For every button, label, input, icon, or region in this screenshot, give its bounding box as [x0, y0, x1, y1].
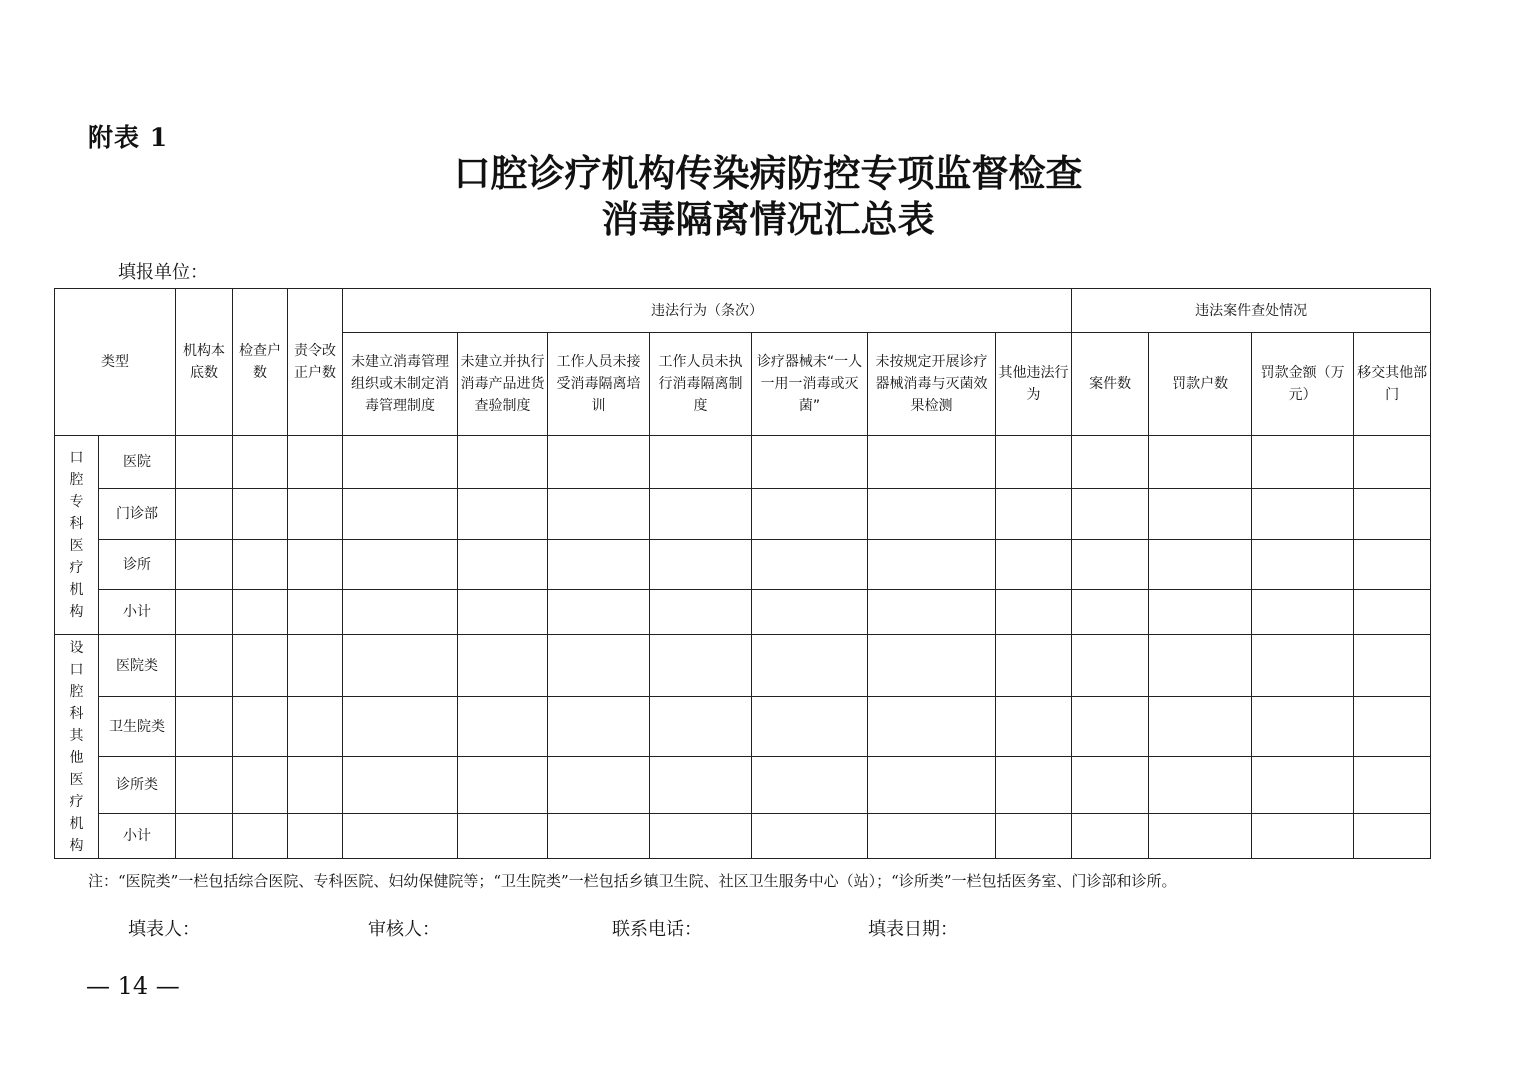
- row-label: 医院: [99, 436, 176, 489]
- row-label: 小计: [99, 590, 176, 635]
- header-case-col: 罚款金额（万元）: [1252, 333, 1354, 436]
- header-violations: 违法行为（条次）: [343, 289, 1072, 333]
- page-number: — 14 —: [86, 972, 180, 1000]
- row-label: 医院类: [99, 635, 176, 697]
- header-inspected: 检查户数: [233, 289, 288, 436]
- page-title: [0, 150, 1520, 242]
- header-corrected: 责令改正户数: [288, 289, 343, 436]
- header-type: 类型: [55, 289, 176, 436]
- row-label: 门诊部: [99, 489, 176, 540]
- header-case-col: 移交其他部门: [1354, 333, 1431, 436]
- summary-table: [54, 288, 1431, 859]
- header-violation-col: 未建立并执行消毒产品进货查验制度: [458, 333, 548, 436]
- header-cases: 违法案件查处情况: [1072, 289, 1431, 333]
- reviewer-label: 审核人：: [368, 919, 440, 940]
- header-case-col: 案件数: [1072, 333, 1149, 436]
- table-row: [55, 697, 1431, 757]
- row-label: 卫生院类: [99, 697, 176, 757]
- table-row: [55, 489, 1431, 540]
- header-violation-col: 未按规定开展诊疗器械消毒与灭菌效果检测: [868, 333, 996, 436]
- phone-label: 联系电话：: [612, 919, 702, 940]
- header-violation-col: 工作人员未接受消毒隔离培训: [548, 333, 650, 436]
- header-violation-col: 其他违法行为: [996, 333, 1072, 436]
- table-row: [55, 540, 1431, 590]
- row-label: 诊所: [99, 540, 176, 590]
- appendix-label: 附表 1: [88, 123, 169, 152]
- header-case-col: 罚款户数: [1149, 333, 1252, 436]
- title-line-1: 口腔诊疗机构传染病防控专项监督检查: [453, 151, 1083, 195]
- title-line-2: 消毒隔离情况汇总表: [601, 197, 935, 241]
- table-row: [55, 814, 1431, 859]
- group-label-dental-specialty: 口 腔 专 科 医 疗 机 构: [55, 436, 99, 635]
- header-institution-count: 机构本底数: [176, 289, 233, 436]
- header-violation-col: 未建立消毒管理组织或未制定消毒管理制度: [343, 333, 458, 436]
- table-row: [55, 757, 1431, 814]
- footnote: 注：“医院类”一栏包括综合医院、专科医院、妇幼保健院等；“卫生院类”一栏包括乡镇卫生院、社区卫生服务中心（站）；“诊所类”一栏包括医务室、门诊部和诊所。: [88, 872, 1177, 890]
- table-row: [55, 590, 1431, 635]
- row-label: 小计: [99, 814, 176, 859]
- header-row-1: [55, 289, 1431, 333]
- row-label: 诊所类: [99, 757, 176, 814]
- header-violation-col: 诊疗器械未“一人一用一消毒或灭菌”: [752, 333, 868, 436]
- table-row: [55, 635, 1431, 697]
- group-label-other-dental: 设 口 腔 科 其 他 医 疗 机 构: [55, 635, 99, 859]
- reporting-unit-label: 填报单位：: [118, 262, 208, 283]
- date-label: 填表日期：: [868, 919, 958, 940]
- header-violation-col: 工作人员未执行消毒隔离制度: [650, 333, 752, 436]
- table-row: [55, 436, 1431, 489]
- filler-label: 填表人：: [128, 919, 200, 940]
